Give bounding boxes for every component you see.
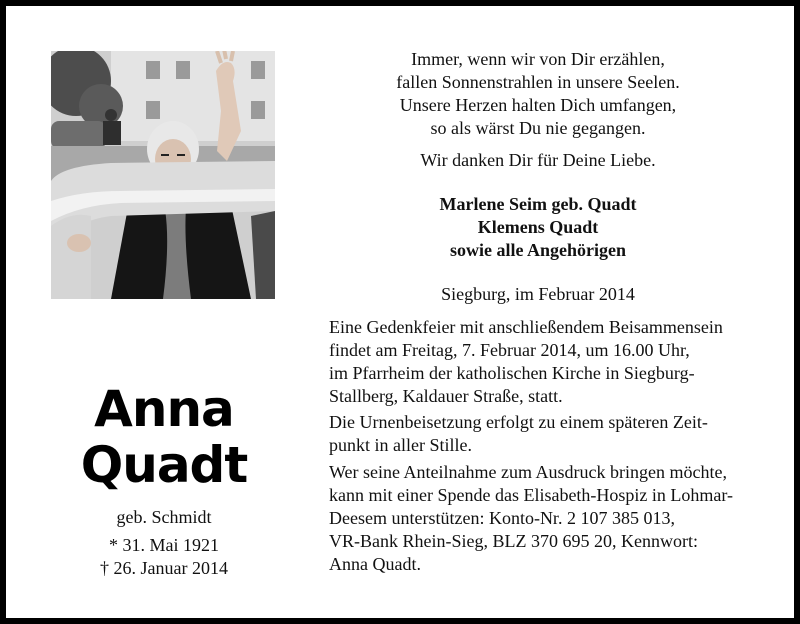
burial-paragraph	[329, 411, 747, 457]
paragraph-line: Die Urnenbeisetzung erfolgt zu einem späteren Zeit-	[329, 412, 708, 432]
death-date: † 26. Januar 2014	[100, 558, 228, 578]
memorial-paragraph	[329, 316, 747, 408]
poem-line: Immer, wenn wir von Dir erzählen,	[411, 49, 665, 69]
paragraph-line: Eine Gedenkfeier mit anschließendem Beisammensein	[329, 317, 723, 337]
poem-line: Unsere Herzen halten Dich umfangen,	[399, 95, 677, 115]
poem-line: fallen Sonnenstrahlen in unsere Seelen.	[396, 72, 680, 92]
signers	[329, 193, 747, 262]
paragraph-line: punkt in aller Stille.	[329, 435, 472, 455]
paragraph-line: Anna Quadt.	[329, 554, 421, 574]
paragraph-line: kann mit einer Spende das Elisabeth-Hospiz in Lohmar-	[329, 485, 734, 505]
paragraph-line: findet am Freitag, 7. Februar 2014, um 16.00 Uhr,	[329, 340, 690, 360]
place-date: Siegburg, im Februar 2014	[441, 284, 635, 304]
deceased-first-name: Anna	[94, 380, 234, 438]
deceased-last-name: Quadt	[80, 436, 248, 494]
signer-name: Marlene Seim geb. Quadt	[439, 194, 637, 214]
poem-line: so als wärst Du nie gegangen.	[430, 118, 646, 138]
thanks-line: Wir danken Dir für Deine Liebe.	[420, 150, 656, 170]
signer-name: Klemens Quadt	[477, 217, 599, 237]
birth-date: * 31. Mai 1921	[109, 535, 219, 555]
paragraph-line: im Pfarrheim der katholischen Kirche in Siegburg-	[329, 363, 695, 383]
maiden-name: geb. Schmidt	[116, 507, 212, 527]
portrait-photo	[51, 51, 275, 299]
signer-name: sowie alle Angehörigen	[450, 240, 626, 260]
paragraph-line: Stallberg, Kaldauer Straße, statt.	[329, 386, 563, 406]
paragraph-line: Deesem unterstützen: Konto-Nr. 2 107 385 013,	[329, 508, 675, 528]
donation-paragraph	[329, 461, 747, 576]
poem	[329, 48, 747, 140]
paragraph-line: VR-Bank Rhein-Sieg, BLZ 370 695 20, Kennwort:	[329, 531, 698, 551]
paragraph-line: Wer seine Anteilnahme zum Ausdruck bringen möchte,	[329, 462, 727, 482]
